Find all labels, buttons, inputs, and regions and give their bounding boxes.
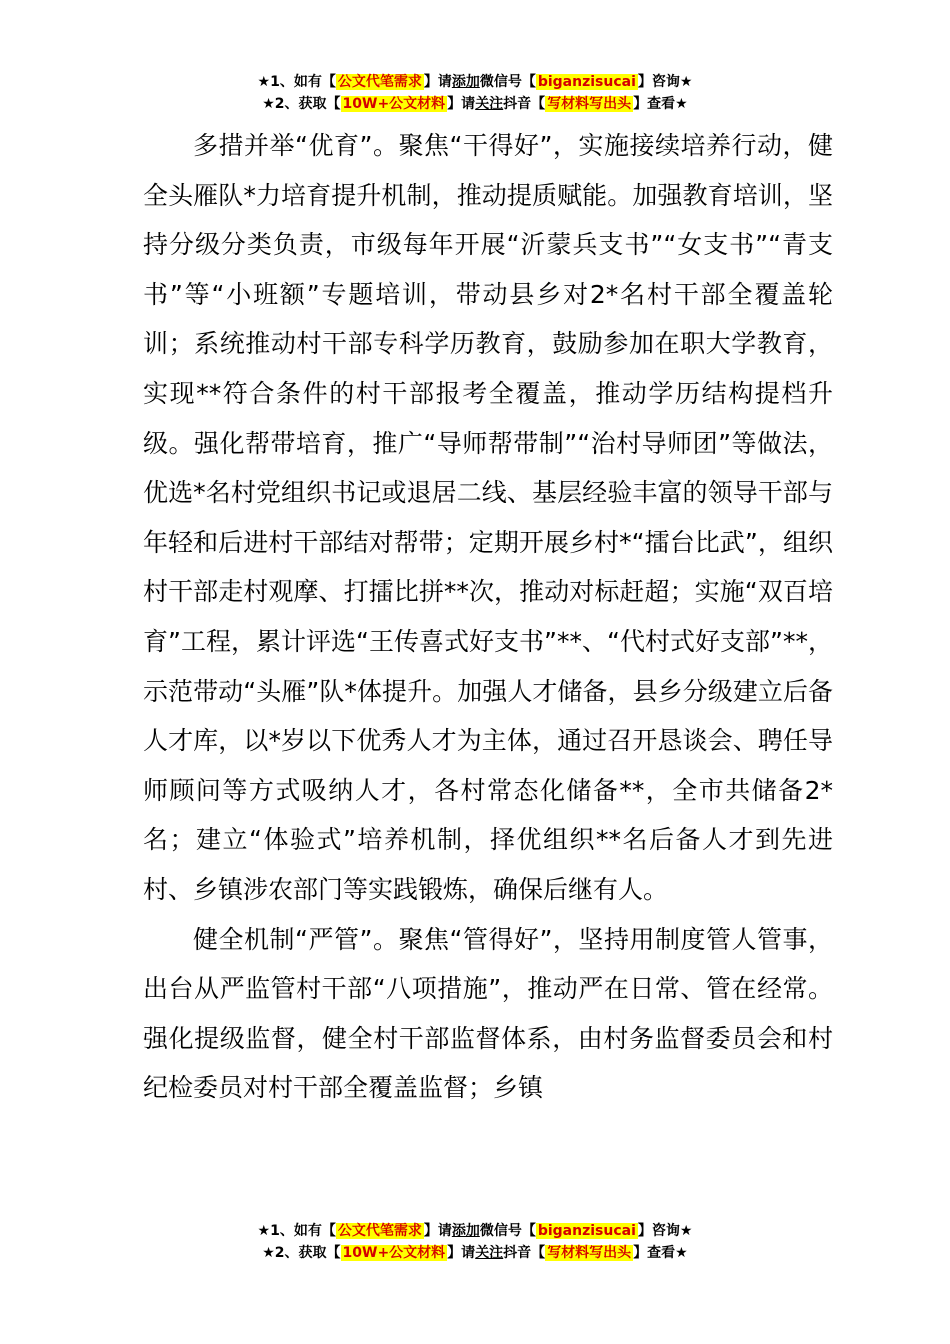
banner-line-2 [0, 93, 950, 115]
footer-line-1-mid: 】请 [423, 1223, 452, 1239]
banner-line-1 [0, 71, 950, 93]
banner-line-1-highlight-service: 公文代笔需求 [337, 74, 422, 90]
footer-line-2-mid: 】请 [447, 1245, 476, 1261]
footer-banner [0, 1220, 950, 1264]
paragraph-optimize-training: 多措并举“优育”。聚焦“干得好”，实施接续培养行动，健全头雁队*力培育提升机制，推动提质赋能。加强教育培训，坚持分级分类负责，市级每年开展“沂蒙兵支书”“女支书”“青支书”等“小班额”专题培训，带动县乡对2*名村干部全覆盖轮训；系统推动村干部专科学历教育，鼓励参加在职大学教育，实现**符合条件的村干部报考全覆盖，推动学历结构提档升级。强化帮带培育，推广“导师帮带制”“治村导师团”等做法，优选*名村党组织书记或退居二线、基层经验丰富的领导干部与年轻和后进村干部结对帮带；定期开展乡村*“擂台比武”，组织村干部走村观摩、打擂比拼**次，推动对标赶超；实施“双百培育”工程，累计评选“王传喜式好支书”**、“代村式好支部”**，示范带动“头雁”队*体提升。加强人才储备，县乡分级建立后备人才库，以*岁以下优秀人才为主体，通过召开恳谈会、聘任导师顾问等方式吸纳人才，各村常态化储备**，全市共储备2*名；建立“体验式”培养机制，择优组织**名后备人才到先进村、乡镇涉农部门等实践锻炼，确保后继有人。 [143, 131, 833, 904]
footer-line-1-mid2: 微信号【 [479, 1223, 536, 1239]
footer-line-1-suffix: 】咨询★ [637, 1223, 693, 1239]
banner-line-2-suffix: 】查看★ [633, 96, 688, 112]
footer-line-2-emphasis: 关注 [475, 1245, 504, 1261]
footer-banner-line-2 [0, 1242, 950, 1264]
header-banner [0, 71, 950, 115]
banner-line-1-mid2: 微信号【 [479, 74, 536, 90]
banner-line-1-prefix: ★1、如有【 [257, 74, 336, 90]
banner-line-1-highlight-wechat: biganzisucai [537, 74, 636, 90]
banner-line-1-emphasis: 添加 [451, 74, 480, 90]
banner-line-2-highlight-materials: 10W+公文材料 [342, 96, 446, 112]
footer-line-2-mid2: 抖音【 [503, 1245, 546, 1261]
banner-line-2-emphasis: 关注 [475, 96, 504, 112]
footer-line-1-highlight-wechat: biganzisucai [537, 1223, 636, 1239]
banner-line-2-highlight-douyin: 写材料写出头 [547, 96, 632, 112]
footer-line-2-suffix: 】查看★ [633, 1245, 688, 1261]
footer-line-2-highlight-materials: 10W+公文材料 [342, 1245, 446, 1261]
banner-line-2-prefix: ★2、获取【 [262, 96, 341, 112]
banner-line-1-mid: 】请 [423, 74, 452, 90]
footer-banner-line-1 [0, 1220, 950, 1242]
article-body [143, 121, 833, 1113]
footer-line-2-prefix: ★2、获取【 [262, 1245, 341, 1261]
banner-line-2-mid: 】请 [447, 96, 476, 112]
footer-line-1-emphasis: 添加 [451, 1223, 480, 1239]
paragraph-strict-management: 健全机制“严管”。聚焦“管得好”，坚持用制度管人管事，出台从严监管村干部“八项措施”，推动严在日常、管在经常。强化提级监督，健全村干部监督体系，由村务监督委员会和村纪检委员对村干部全覆盖监督；乡镇 [143, 924, 833, 1103]
footer-line-1-highlight-service: 公文代笔需求 [337, 1223, 422, 1239]
footer-line-2-highlight-douyin: 写材料写出头 [547, 1245, 632, 1261]
banner-line-2-mid2: 抖音【 [503, 96, 546, 112]
footer-line-1-prefix: ★1、如有【 [257, 1223, 336, 1239]
banner-line-1-suffix: 】咨询★ [637, 74, 693, 90]
